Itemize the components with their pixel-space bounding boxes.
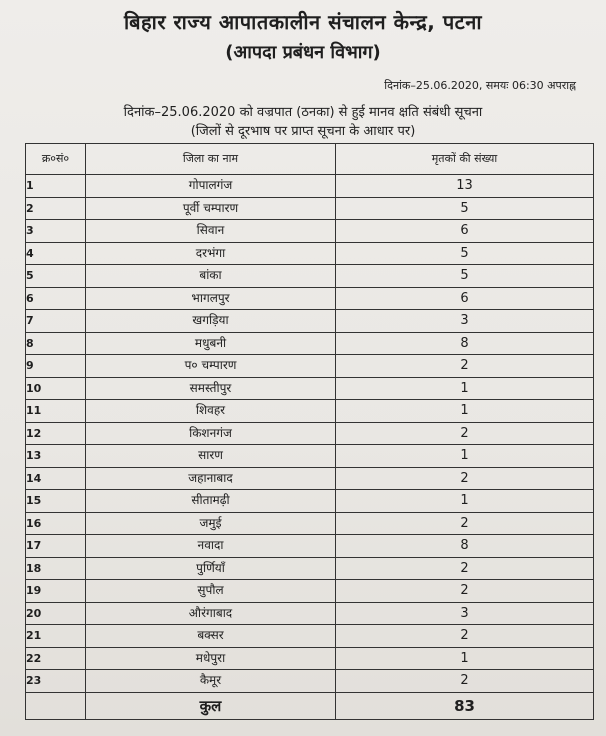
serial-cell: 19	[26, 580, 86, 603]
serial-cell: 8	[26, 332, 86, 355]
deaths-cell: 2	[336, 467, 594, 490]
deaths-cell: 1	[336, 490, 594, 513]
serial-cell: 3	[26, 220, 86, 243]
table-row	[26, 377, 594, 400]
casualty-table	[25, 143, 594, 720]
table-header-row	[26, 144, 594, 175]
total-row	[26, 692, 594, 719]
deaths-cell: 6	[336, 287, 594, 310]
deaths-cell: 1	[336, 647, 594, 670]
deaths-cell: 8	[336, 332, 594, 355]
district-cell: सिवान	[86, 220, 336, 243]
column-header-district: जिला का नाम	[86, 144, 336, 175]
deaths-cell: 5	[336, 242, 594, 265]
district-cell: प० चम्पारण	[86, 355, 336, 378]
serial-cell: 15	[26, 490, 86, 513]
table-row	[26, 625, 594, 648]
table-row	[26, 310, 594, 333]
deaths-cell: 8	[336, 535, 594, 558]
district-cell: समस्तीपुर	[86, 377, 336, 400]
district-cell: औरंगाबाद	[86, 602, 336, 625]
table-row	[26, 265, 594, 288]
deaths-cell: 13	[336, 175, 594, 198]
deaths-cell: 2	[336, 557, 594, 580]
table-row	[26, 220, 594, 243]
table-row	[26, 287, 594, 310]
deaths-cell: 5	[336, 265, 594, 288]
document-title: बिहार राज्य आपातकालीन संचालन केन्द्र, पटना	[123, 10, 483, 34]
serial-cell: 17	[26, 535, 86, 558]
deaths-cell: 2	[336, 580, 594, 603]
serial-cell: 13	[26, 445, 86, 468]
serial-cell: 21	[26, 625, 86, 648]
district-cell: मधेपुरा	[86, 647, 336, 670]
serial-cell: 14	[26, 467, 86, 490]
table-row	[26, 512, 594, 535]
serial-cell: 16	[26, 512, 86, 535]
serial-cell: 12	[26, 422, 86, 445]
total-label: कुल	[86, 692, 336, 719]
table-row	[26, 242, 594, 265]
table-row	[26, 332, 594, 355]
deaths-cell: 2	[336, 625, 594, 648]
deaths-cell: 6	[336, 220, 594, 243]
district-cell: खगड़िया	[86, 310, 336, 333]
deaths-cell: 3	[336, 310, 594, 333]
serial-cell: 20	[26, 602, 86, 625]
serial-cell: 18	[26, 557, 86, 580]
column-header-deaths: मृतकों की संख्या	[336, 144, 594, 175]
table-row	[26, 670, 594, 693]
district-cell: सुपौल	[86, 580, 336, 603]
serial-cell: 4	[26, 242, 86, 265]
deaths-cell: 5	[336, 197, 594, 220]
deaths-cell: 3	[336, 602, 594, 625]
district-cell: जमुई	[86, 512, 336, 535]
district-cell: किशनगंज	[86, 422, 336, 445]
district-cell: बक्सर	[86, 625, 336, 648]
serial-cell: 6	[26, 287, 86, 310]
district-cell: पुर्णियाँ	[86, 557, 336, 580]
table-row	[26, 445, 594, 468]
column-header-serial: क्र०सं०	[26, 144, 86, 175]
report-subheading: (जिलों से दूरभाष पर प्राप्त सूचना के आधार पर)	[190, 124, 416, 139]
district-cell: गोपालगंज	[86, 175, 336, 198]
serial-cell: 11	[26, 400, 86, 423]
deaths-cell: 1	[336, 400, 594, 423]
table-row	[26, 400, 594, 423]
serial-cell: 23	[26, 670, 86, 693]
serial-cell: 2	[26, 197, 86, 220]
deaths-cell: 2	[336, 422, 594, 445]
table-row	[26, 197, 594, 220]
serial-cell: 5	[26, 265, 86, 288]
deaths-cell: 2	[336, 670, 594, 693]
report-heading: दिनांक–25.06.2020 को वज्रपात (ठनका) से हुई मानव क्षति संबंधी सूचना	[123, 105, 483, 120]
district-cell: भागलपुर	[86, 287, 336, 310]
district-cell: बांका	[86, 265, 336, 288]
total-serial-cell	[26, 692, 86, 719]
deaths-cell: 2	[336, 355, 594, 378]
table-row	[26, 467, 594, 490]
serial-cell: 10	[26, 377, 86, 400]
table-row	[26, 647, 594, 670]
deaths-cell: 2	[336, 512, 594, 535]
table-row	[26, 535, 594, 558]
serial-cell: 1	[26, 175, 86, 198]
district-cell: नवादा	[86, 535, 336, 558]
district-cell: मधुबनी	[86, 332, 336, 355]
table-row	[26, 602, 594, 625]
table-row	[26, 355, 594, 378]
table-row	[26, 490, 594, 513]
serial-cell: 22	[26, 647, 86, 670]
total-value: 83	[336, 692, 594, 719]
serial-cell: 9	[26, 355, 86, 378]
district-cell: पूर्वी चम्पारण	[86, 197, 336, 220]
district-cell: सीतामढ़ी	[86, 490, 336, 513]
table-row	[26, 422, 594, 445]
table-row	[26, 557, 594, 580]
district-cell: दरभंगा	[86, 242, 336, 265]
district-cell: कैमूर	[86, 670, 336, 693]
serial-cell: 7	[26, 310, 86, 333]
table-row	[26, 175, 594, 198]
document-subtitle: (आपदा प्रबंधन विभाग)	[225, 42, 381, 63]
deaths-cell: 1	[336, 377, 594, 400]
district-cell: शिवहर	[86, 400, 336, 423]
deaths-cell: 1	[336, 445, 594, 468]
table-row	[26, 580, 594, 603]
date-time-line: दिनांक–25.06.2020, समयः 06:30 अपराह्न	[384, 79, 576, 92]
district-cell: जहानाबाद	[86, 467, 336, 490]
district-cell: सारण	[86, 445, 336, 468]
